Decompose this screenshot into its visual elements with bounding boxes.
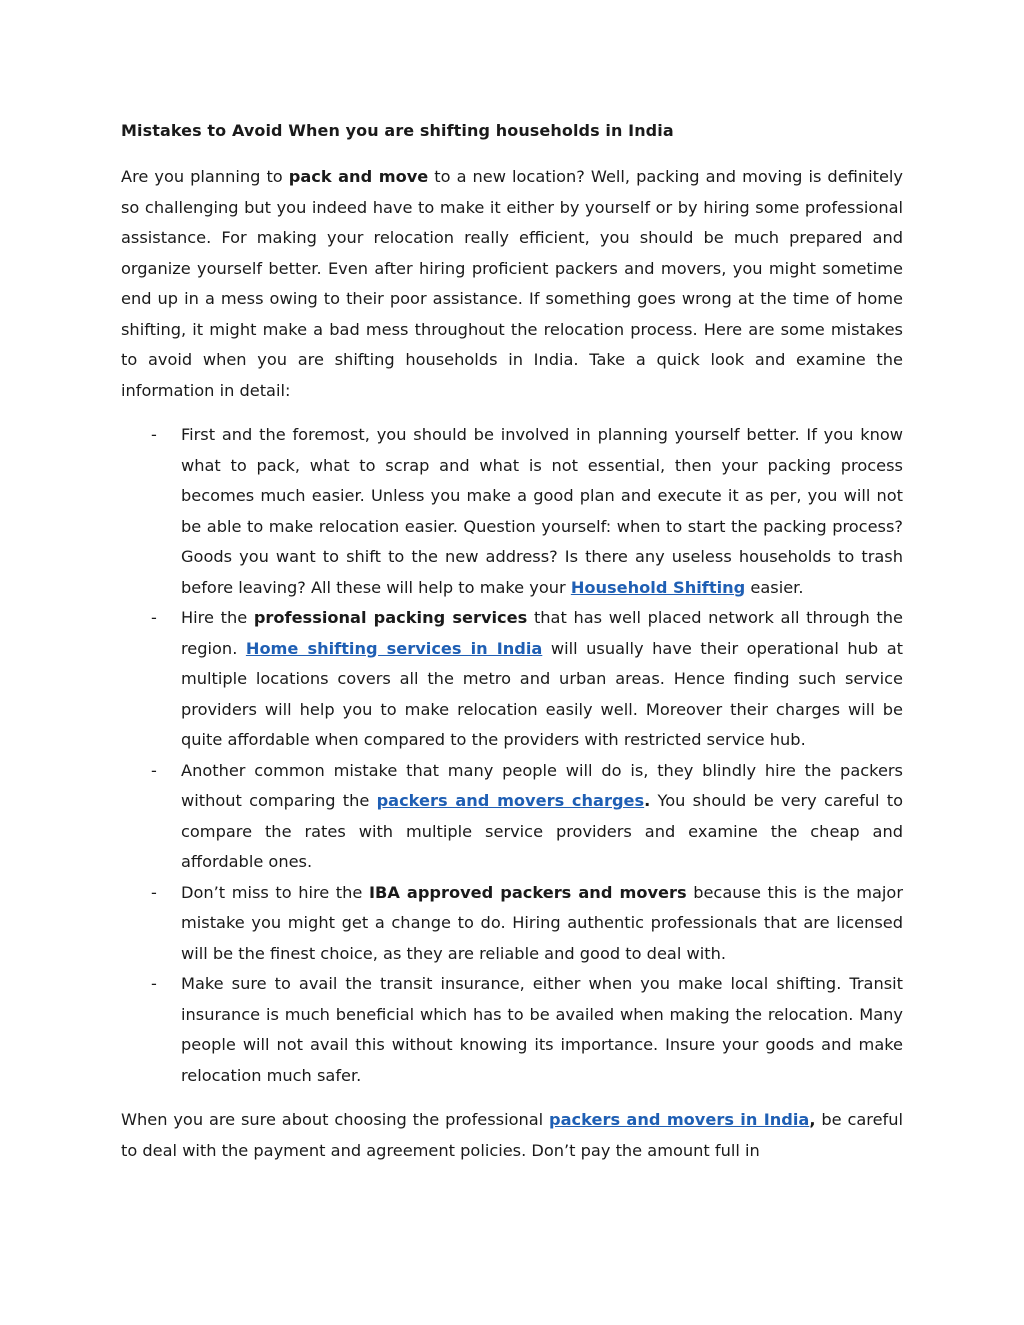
closing-text-1: When you are sure about choosing the professional [121, 1110, 550, 1129]
list-item [121, 756, 903, 878]
intro-bold-pack-and-move: pack and move [288, 167, 429, 186]
mistakes-list [121, 420, 903, 1091]
intro-paragraph [121, 162, 903, 406]
intro-text-1: Are you planning to [121, 167, 289, 186]
item-2-text-1: Hire the [181, 608, 254, 627]
bullet-dash: - [151, 608, 157, 627]
bullet-dash: - [151, 760, 157, 780]
item-2-bold-professional-packing-services: professional packing services [253, 608, 528, 627]
item-2-text-3: will usually have their operational hub at multiple locations covers all the metro and urban areas. Hence finding such service providers will help you to make relocation easily well. Moreover their charges will be quite affordable when compared to the providers with restricted service hub. [181, 638, 903, 749]
bullet-dash: - [151, 425, 157, 444]
document-title: Mistakes to Avoid When you are shifting households in India [121, 121, 674, 140]
home-shifting-services-link[interactable]: Home shifting services in India [245, 638, 543, 658]
item-5-text-1: Make sure to avail the transit insurance, either when you make local shifting. Transit insurance is much beneficial which has to be availed when making the relocation. Many people will not avail this without knowing its importance. Insure your goods and make relocation much safer. [181, 974, 903, 1085]
item-2-text-2: that has well placed network all through the region. [181, 608, 903, 658]
bullet-dash: - [151, 882, 157, 902]
packers-movers-charges-link[interactable]: packers and movers charges [376, 791, 645, 810]
household-shifting-link[interactable]: Household Shifting [570, 577, 746, 597]
document-page [121, 118, 903, 1166]
item-1-text-2: easier. [745, 577, 804, 597]
closing-paragraph [121, 1105, 903, 1166]
list-item [121, 878, 903, 970]
item-4-text-1: Don’t miss to hire the [181, 882, 369, 902]
item-4-text-2: because this is the major mistake you might get a change to do. Hiring authentic professionals that are licensed will be the finest choice, as they are reliable and good to deal with. [181, 882, 903, 963]
closing-text-2: be careful to deal with the payment and agreement policies. Don’t pay the amount full in [121, 1110, 903, 1160]
bullet-dash: - [151, 974, 157, 993]
packers-movers-india-link[interactable]: packers and movers in India [549, 1110, 810, 1129]
item-1-text-1: First and the foremost, you should be involved in planning yourself better. If you know what to pack, what to scrap and what is not essential, then your packing process becomes much easier. Unless you make a good plan and execute it as per, you will not be able to make relocation easier. Question yourself: when to start the packing process? Goods you want to shift to the new address? Is there any useless households to trash before leaving? All these will help to make your [181, 425, 903, 597]
item-3-text-2: You should be very careful to compare the rates with multiple service providers and examine the cheap and affordable ones. [181, 791, 903, 871]
item-3-text-1: Another common mistake that many people will do is, they blindly hire the packers without comparing the [181, 760, 903, 810]
item-3-bold-period: . [644, 791, 651, 810]
intro-text-2: to a new location? Well, packing and moving is definitely so challenging but you indeed have to make it either by yourself or by hiring some professional assistance. For making your relocation really efficient, you should be much prepared and organize yourself better. Even after hiring proficient packers and movers, you might sometime end up in a mess owing to their poor assistance. If something goes wrong at the time of home shifting, it might make a bad mess throughout the relocation process. Here are some mistakes to avoid when you are shifting households in India. Take a quick look and examine the information in detail: [121, 167, 903, 400]
list-item [121, 969, 903, 1091]
item-4-bold-iba-approved: IBA approved packers and movers [368, 882, 687, 902]
closing-bold-comma: , [809, 1110, 816, 1129]
list-item [121, 420, 903, 603]
list-item [121, 603, 903, 756]
